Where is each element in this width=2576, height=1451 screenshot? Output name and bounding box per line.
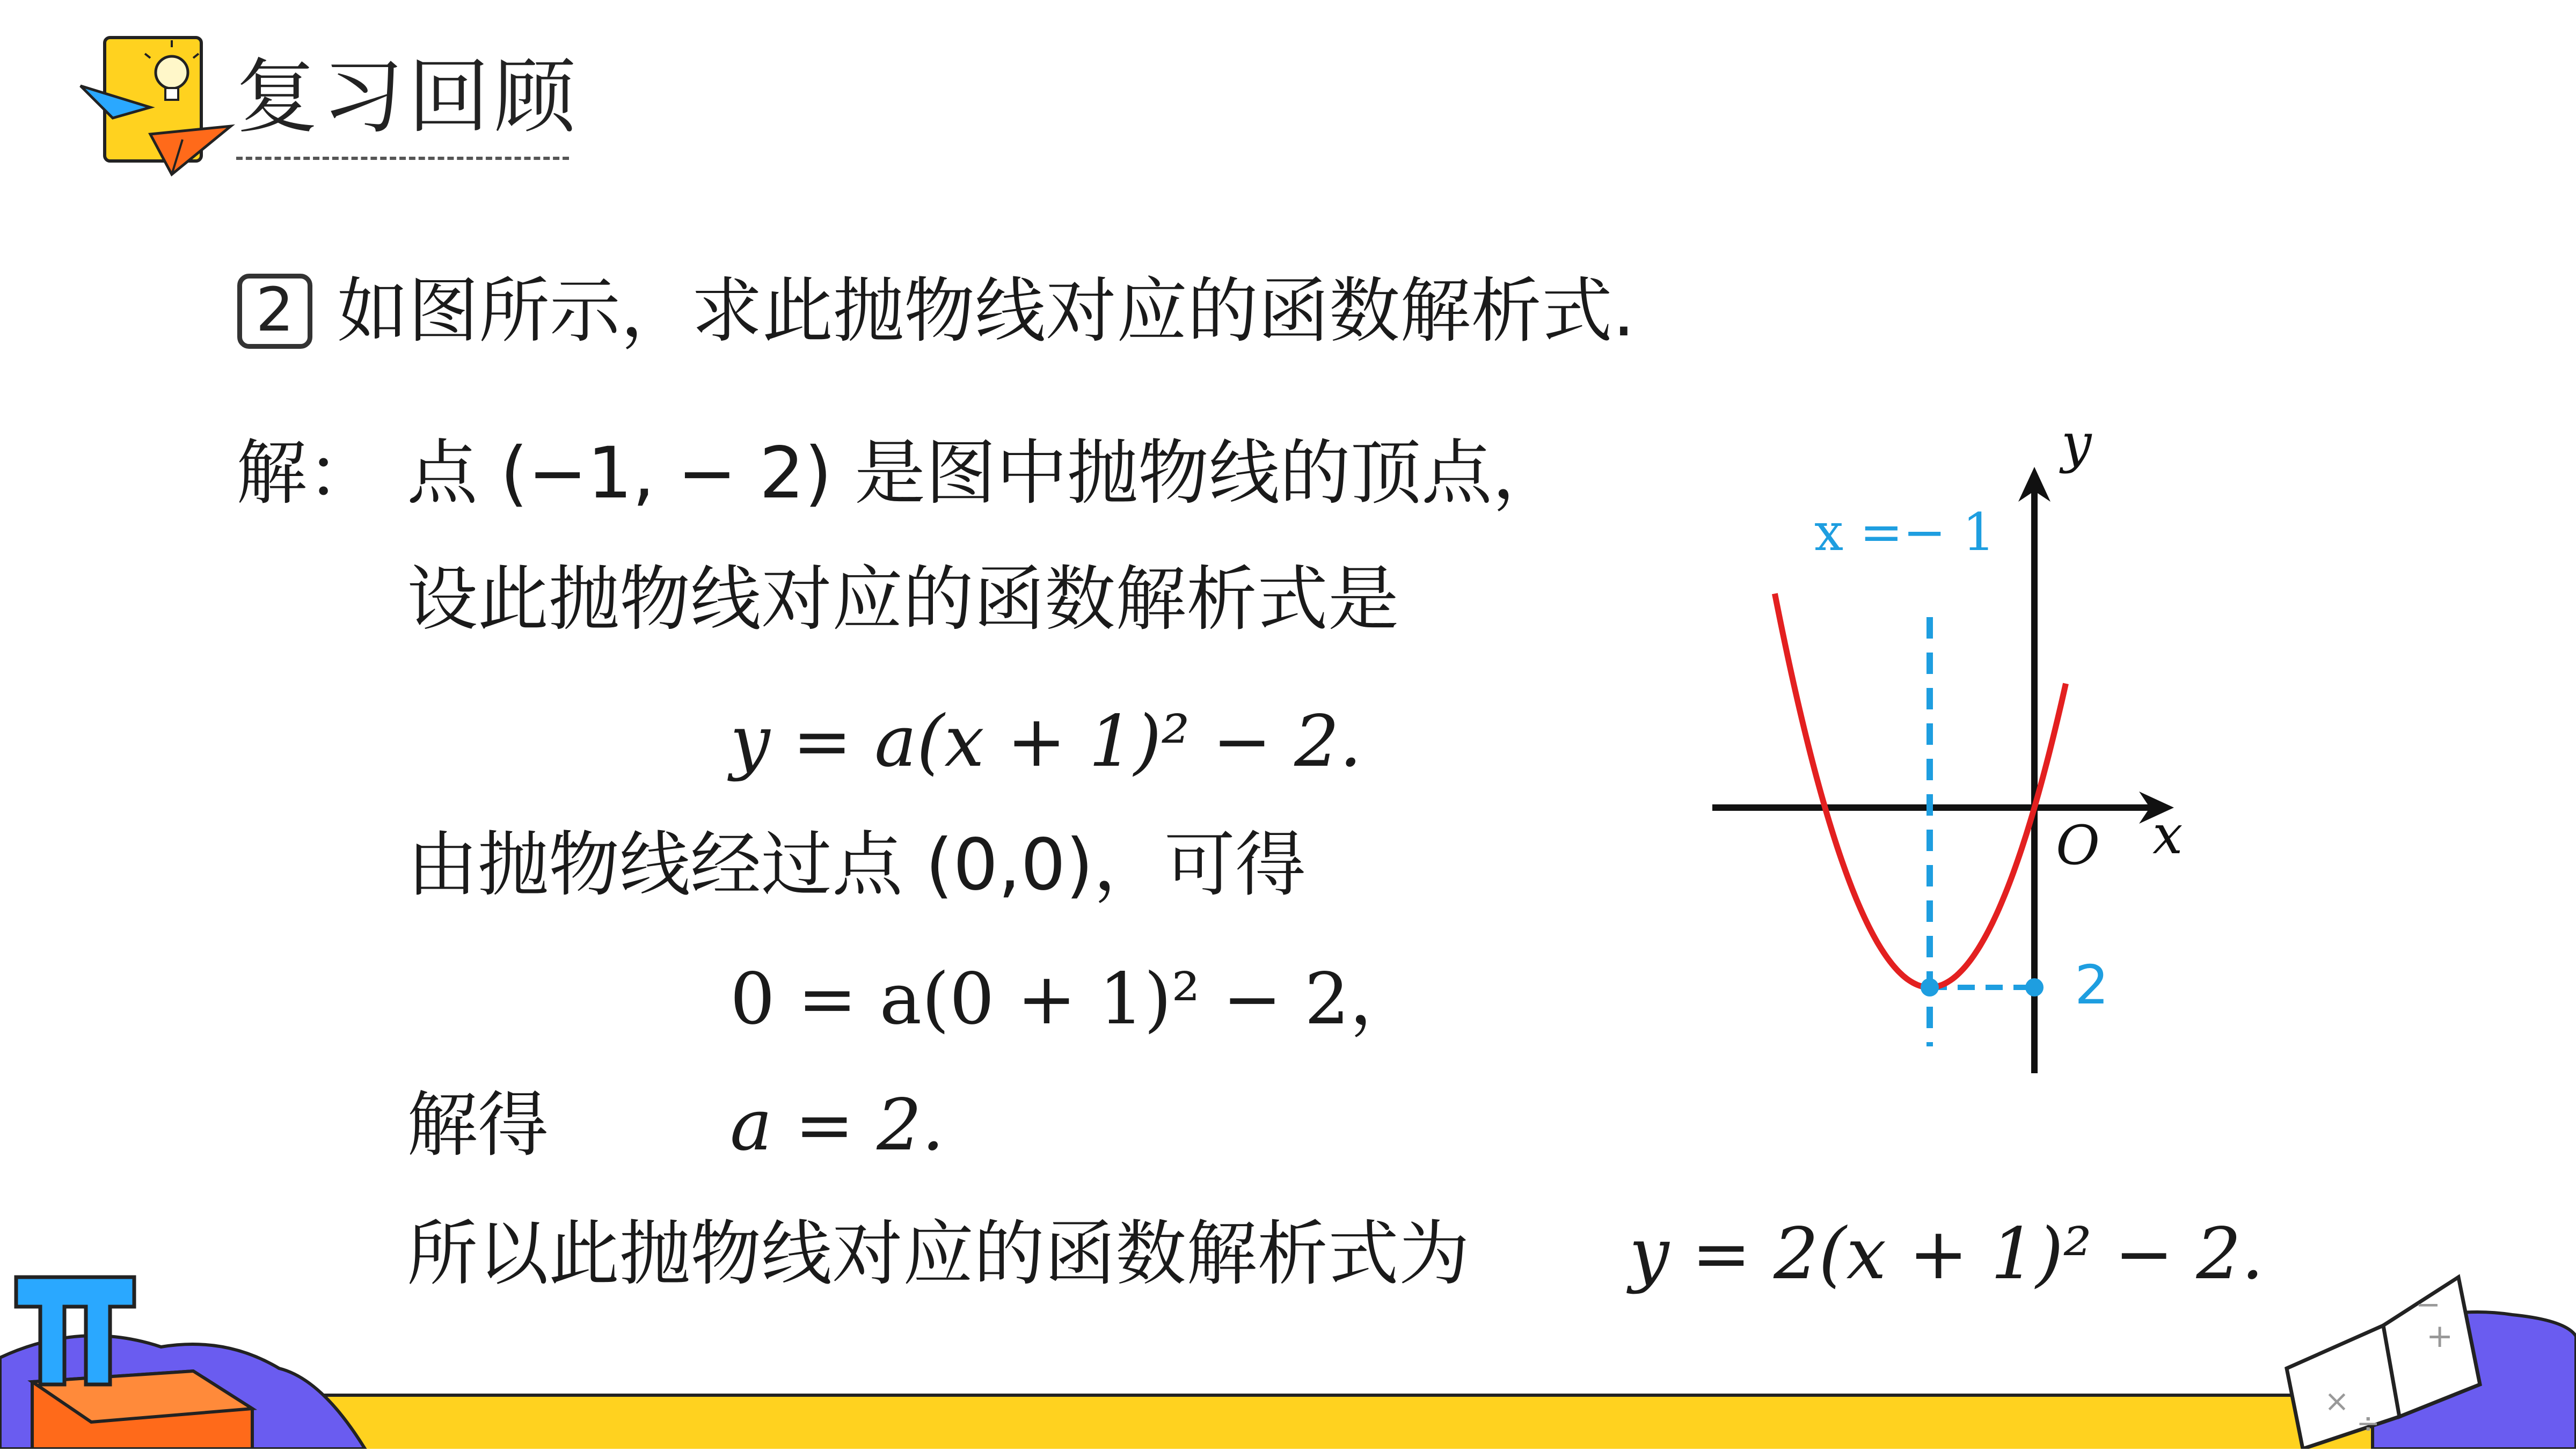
x-axis-label: x: [2152, 803, 2183, 866]
formula-final: y = 2(x + 1)² − 2.: [1629, 1213, 2264, 1295]
solution-line-4: 由抛物线经过点 (0,0)，可得: [407, 824, 1306, 906]
parabola-curve: [1775, 593, 2066, 987]
book-decoration: [2265, 1256, 2576, 1449]
svg-text:+: +: [2426, 1317, 2454, 1355]
y-axis-label: y: [2061, 412, 2092, 474]
solution-line-2: 设此抛物线对应的函数解析式是: [407, 558, 1399, 641]
y-intercept-marker: [2025, 978, 2044, 996]
paper-plane-bulb-icon: [75, 32, 236, 182]
formula-general: y = a(x + 1)² − 2.: [730, 700, 1362, 783]
problem-number-badge: 2: [237, 274, 312, 349]
vertex-y-value-label: 2: [2075, 954, 2109, 1016]
vertex-point: [1921, 978, 1939, 996]
solution-line-6-label: 解得: [407, 1084, 549, 1167]
problem-statement: 如图所示，求此抛物线对应的函数解析式.: [337, 270, 1635, 353]
parabola-graph: [1691, 408, 2260, 1086]
title-underline: [236, 157, 569, 160]
symmetry-axis-label: x =− 1: [1814, 502, 1996, 562]
pi-decoration: [0, 1256, 386, 1449]
solution-line-1: 点 (−1, − 2) 是图中抛物线的顶点，: [407, 432, 1563, 515]
page-title: 复习回顾: [236, 49, 580, 144]
solution-label: 解：: [236, 432, 378, 515]
svg-text:÷: ÷: [2356, 1408, 2380, 1440]
header-logo: [75, 32, 236, 182]
formula-substitute: 0 = a(0 + 1)² − 2，: [730, 958, 1421, 1040]
pi-block-icon: [0, 1256, 386, 1449]
svg-text:−: −: [2416, 1287, 2441, 1322]
formula-a-value: a = 2.: [730, 1084, 945, 1167]
origin-label: O: [2056, 814, 2100, 877]
svg-text:×: ×: [2324, 1384, 2349, 1419]
solution-line-7: 所以此抛物线对应的函数解析式为: [407, 1213, 1470, 1295]
open-math-book-icon: [2265, 1256, 2576, 1449]
